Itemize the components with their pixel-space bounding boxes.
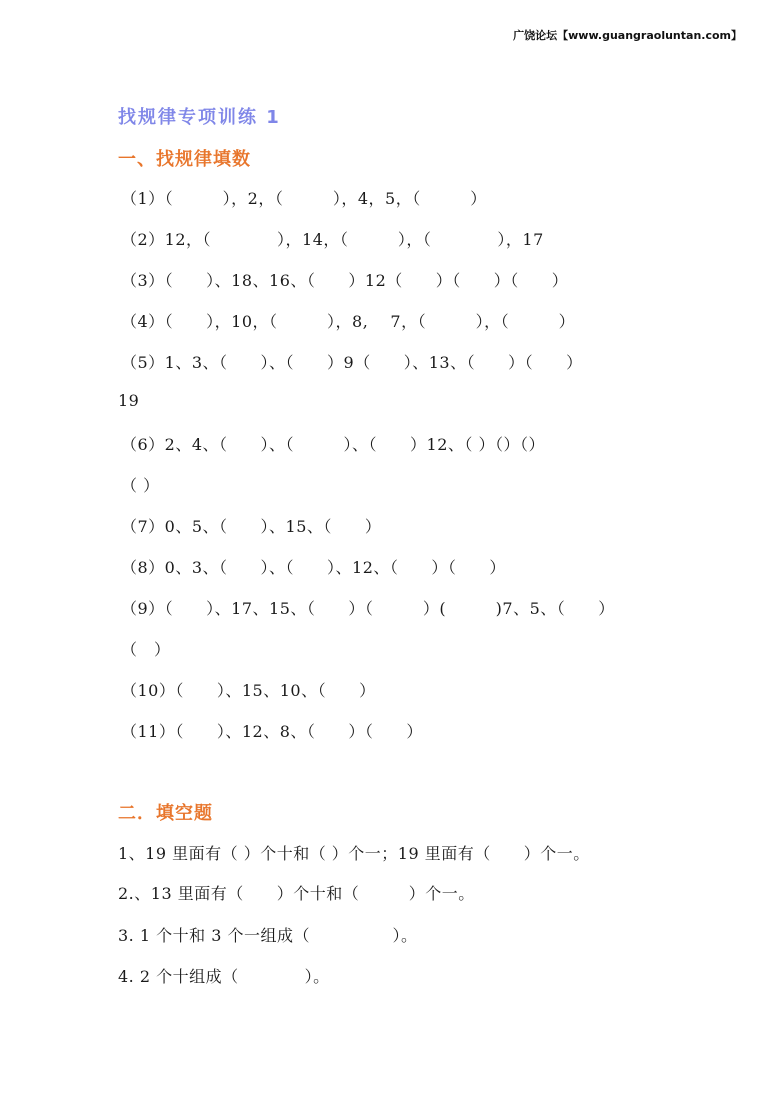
question-line-continued: （ ） [121, 476, 160, 495]
question-line-continued: （ ） [121, 640, 171, 659]
question-line: （10）（ ）、15、10、（ ） [121, 681, 376, 700]
section-heading-pattern: 一、找规律填数 [118, 149, 251, 170]
question-line: （9）（ ）、17、15、（ ）（ ）( )7、5、（ ） [121, 599, 615, 618]
question-line: （4）（ ），10，（ ），8, 7，（ ），（ ） [121, 312, 576, 331]
fill-blank-line: 4. 2 个十组成（ ）。 [118, 967, 330, 986]
question-line: （1）（ ），2，（ ），4，5，（ ） [121, 189, 487, 208]
page-title: 找规律专项训练 1 [118, 107, 281, 128]
question-line: （8）0、3、（ ）、（ ）、12、（ ）（ ） [121, 558, 506, 577]
question-line: （11）（ ）、12、8、（ ）（ ） [121, 722, 423, 741]
question-line: （3）（ ）、18、16、（ ）12（ ）（ ）（ ） [121, 271, 569, 290]
site-header: 广饶论坛【www.guangraoluntan.com】 [513, 29, 742, 42]
fill-blank-line: 1、19 里面有（ ）个十和（ ）个一；19 里面有（ ）个一。 [118, 844, 590, 863]
question-line: （5）1、3、（ ）、（ ）9（ ）、13、（ ）（ ） [121, 353, 583, 372]
fill-blank-line: 3. 1 个十和 3 个一组成（ ）。 [118, 926, 418, 945]
question-line: （7）0、5、（ ）、15、（ ） [121, 517, 382, 536]
question-line-continued: 19 [118, 391, 140, 410]
section-heading-fill-blank: 二．填空题 [118, 803, 213, 824]
question-line: （6）2、4、（ ）、（ ）、（ ）12、（ ）（）（） [121, 435, 545, 454]
fill-blank-line: 2.、13 里面有（ ）个十和（ ）个一。 [118, 884, 475, 903]
question-line: （2）12，（ ），14，（ ），（ ），17 [121, 230, 544, 249]
